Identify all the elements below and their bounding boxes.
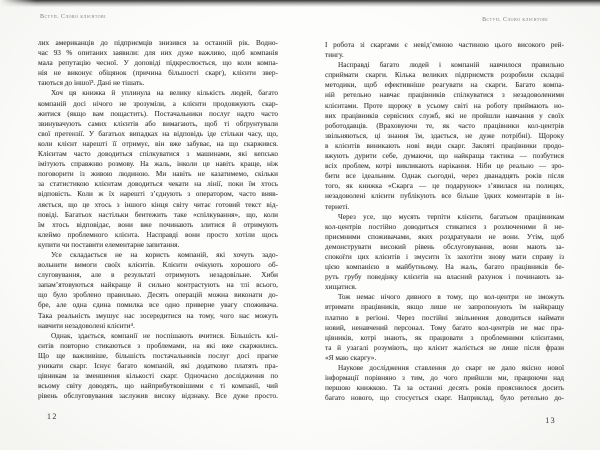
- text-line: платню в регіоні. Через постійні звільнення доводиться наймати: [325, 312, 564, 322]
- paragraph: [38, 331, 278, 402]
- text-line: їм хтось відповідає, вони вже починають злитися й отримують: [38, 219, 278, 229]
- text-line: сприймати скарги. Кілька великих підприємств розробили складні: [325, 70, 564, 80]
- text-line: Однак, здається, компанії не поспішають вчитися. Більшість клі-: [51, 330, 278, 340]
- text-line: слуговування, але в результаті отримують незадовільне. Хиби: [38, 270, 278, 280]
- text-line: таються до іншої³. Дані не тішать.: [38, 78, 145, 88]
- text-line: «Я маю скаргу».: [325, 352, 377, 362]
- text-line: незадоволені клієнти публікують все більше їдких коментарів в ін-: [325, 191, 564, 201]
- paragraph: [325, 363, 564, 403]
- running-header-right: Вступ. Слово клієнтові: [482, 17, 548, 23]
- text-line: всьому світу доводять, що найприбутковішими є ті компанії, чий: [38, 381, 278, 391]
- text-line: Тож немає нічого дивного в тому, що кол-центри не зможуть: [338, 292, 564, 302]
- text-line: та й узагалі розуміють, що клієнт жаліється не лише після фрази: [325, 342, 564, 352]
- text-line: нія не виконує обіцянок (причина більшості скарг), клієнти звер-: [38, 68, 278, 78]
- text-line: поговорити із живою людиною. Ми навіть не казатимемо, скільки: [38, 169, 278, 179]
- text-line: мала репутацію чесної. У доповіді підкреслюється, що коли компа-: [38, 58, 278, 68]
- text-line: Хоч ця книжка й уплинула на велику кількість людей, багато: [51, 88, 278, 98]
- text-line: цією компанією в майбутньому. На жаль, багато працівників бе-: [325, 262, 564, 272]
- text-line: кол-центрів постійно доводиться стикатися з розлюченими й не-: [325, 221, 564, 231]
- paragraph: [325, 292, 564, 363]
- text-line: в клієнтів виникають нові види скарг. Закляті працівники продо-: [325, 140, 564, 150]
- text-line: Що ще важливіше, більшість постачальників послуг досі прагне: [38, 350, 278, 360]
- text-line: звинувачують самих клієнтів або вимагають, щоб ті обґрунтували: [38, 118, 278, 128]
- text-line: що було зроблено правильно. Десять операцій можна виконати до-: [38, 290, 278, 300]
- text-line: вих працівників сервісних служб, які не пройшли навчання у своїх: [325, 110, 564, 120]
- left-page-body: [38, 38, 278, 401]
- text-line: приємними споживачами, яких роздратували не вони. Утім, щоб: [325, 231, 564, 241]
- running-header-left: Вступ. Слово клієнтові: [40, 14, 106, 20]
- text-line: єнтів повторно стикаються з проблемами, на які вже скаржились.: [38, 340, 278, 350]
- text-line: бити все ідеальним. Однак сьогодні, через дванадцять років після: [325, 171, 564, 181]
- paragraph: [38, 250, 278, 331]
- text-line: багато нового, що стосується скарг. Наприклад, було ретельно до-: [325, 393, 564, 403]
- page-number-right: 13: [545, 416, 556, 425]
- text-line: демонструвати високий рівень обслуговування, вони мають за-: [325, 241, 564, 251]
- text-line: новий, ненавчений персонал. Тому багато кол-центрів не має пра-: [325, 322, 564, 332]
- paragraph: [325, 212, 564, 293]
- text-line: ній ретельно навчає працівників спілкуватися з незадоволеними: [325, 90, 564, 100]
- right-page-body: [325, 40, 564, 403]
- text-line: рівень обслуговування заслужив високу відзнаку. Все дуже просто.: [38, 391, 278, 401]
- text-line: всіх проблем, котрі викликають нарікання. Ніби це реально — зро-: [325, 161, 564, 171]
- text-line: тернеті.: [325, 201, 350, 211]
- paragraph: [38, 88, 278, 250]
- text-line: свої претензії. У багатьох випадках на відповідь іде стільки часу, що,: [38, 128, 278, 138]
- text-line: імітують справжню розмову. На жаль, інколи це навіть краще, ніж: [38, 159, 278, 169]
- text-line: за статистикою клієнтам доводиться чекати на лінії, поки їм хтось: [38, 179, 278, 189]
- text-line: ляється, що це хтось з іншого кінця світу читає готовий текст від-: [38, 199, 278, 209]
- text-line: того, як книжка «Скарга — це подарунок» з’явилася на полицях,: [325, 181, 564, 191]
- text-line: інформації порівняно з тим, до чого прийшли ми, працюючи над: [325, 373, 564, 383]
- page-number-left: 12: [47, 412, 58, 421]
- text-line: методики, щоб ефективніше реагувати на скарги. Багато компа-: [325, 80, 564, 90]
- text-line: звільняються, ці знання їм, здається, не дуже потрібні). Щороку: [325, 130, 564, 140]
- text-line: повіді. Багатьох настільки бентежить таке «спілкування», що, коли: [38, 209, 278, 219]
- text-line: першою книжкою. Та за останні десять років прояснилося досить: [325, 383, 564, 393]
- text-line: цівників, котрі знають, як працювати з проблемними клієнтами,: [325, 332, 564, 342]
- text-line: лих американців до підприємців знизився за останній рік. Водно-: [38, 38, 278, 47]
- text-line: запам’ятовуються найкраще й сильно контрастують на тлі всього,: [38, 280, 278, 290]
- text-line: Наукове дослідження ставлення до скарг не дало якісно нової: [338, 363, 564, 372]
- text-line: відповість. Коли ж їх нарешті з’єднують з оператором, часто вияв-: [38, 189, 278, 199]
- text-line: клеймо проблемного клієнта. Насправді вони просто хотіли щось: [38, 229, 278, 239]
- text-line: І робота зі скаргами є невід’ємною частиною цього високого рей-: [325, 40, 564, 49]
- text-line: житися (якщо вам пощастить). Постачальники послуг надто часто: [38, 108, 278, 118]
- text-line: бре, але одна єдина помилка все одно приверне увагу споживача.: [38, 300, 278, 310]
- scan-shadow-top-edge: [0, 0, 600, 7]
- text-line: Насправді багато людей і компаній навчилося правильно: [338, 60, 564, 70]
- text-line: коли клієнт нарешті її отримує, він вже забуває, на що скаржився.: [38, 138, 278, 148]
- text-line: руть грубу поведінку клієнтів на власний рахунок і починають за-: [325, 272, 564, 282]
- paragraph: [38, 38, 278, 88]
- paragraph: [325, 40, 564, 60]
- text-line: спокоїти цих клієнтів і змусити їх захотіти знову мати справу із: [325, 251, 564, 261]
- text-line: вольнити вимоги своїх клієнтів. Клієнти очікують хорошого об-: [38, 260, 278, 270]
- text-line: купити чи поставити елементарне запитання.: [38, 239, 180, 249]
- paragraph: [325, 60, 564, 211]
- text-line: Усе складається не на користь компаній, які хочуть задо-: [51, 249, 278, 259]
- text-line: вжують дурити себе, думаючи, що найкраща тактика — позбутися: [325, 151, 564, 161]
- text-line: втримати працівників, якщо лише не запропонують їм найкращу: [325, 302, 564, 312]
- text-line: Через усе, що мусять терпіти клієнти, багатьом працівникам: [338, 211, 564, 221]
- text-line: Клієнтам часто доводиться спілкуватися з машинами, які кепсько: [38, 149, 278, 159]
- text-line: тингу.: [325, 50, 344, 60]
- text-line: Така реальність змушує нас зосередитися на тому, чого нас можуть: [38, 310, 278, 320]
- text-line: хищатися.: [325, 282, 357, 292]
- text-line: клієнтами. Проте щороку в усьому світі на роботу приймають но-: [325, 100, 564, 110]
- text-line: роботодавців. (Враховуючи те, як часто працівники кол-центрів: [325, 120, 564, 130]
- text-line: компаній досі нічого не зрозуміли, а клієнти продовжують скар-: [38, 98, 278, 108]
- text-line: час 93 % опитаних заявили: для них дуже важливо, щоб компанія: [38, 48, 278, 58]
- text-line: навчити незадоволені клієнти⁴.: [38, 320, 135, 330]
- text-line: цівникам за зменшення кількості скарг. Одночасно дослідження по: [38, 371, 278, 381]
- text-line: уникати скарг. Існує багато компаній, які додатково платять пра-: [38, 361, 278, 370]
